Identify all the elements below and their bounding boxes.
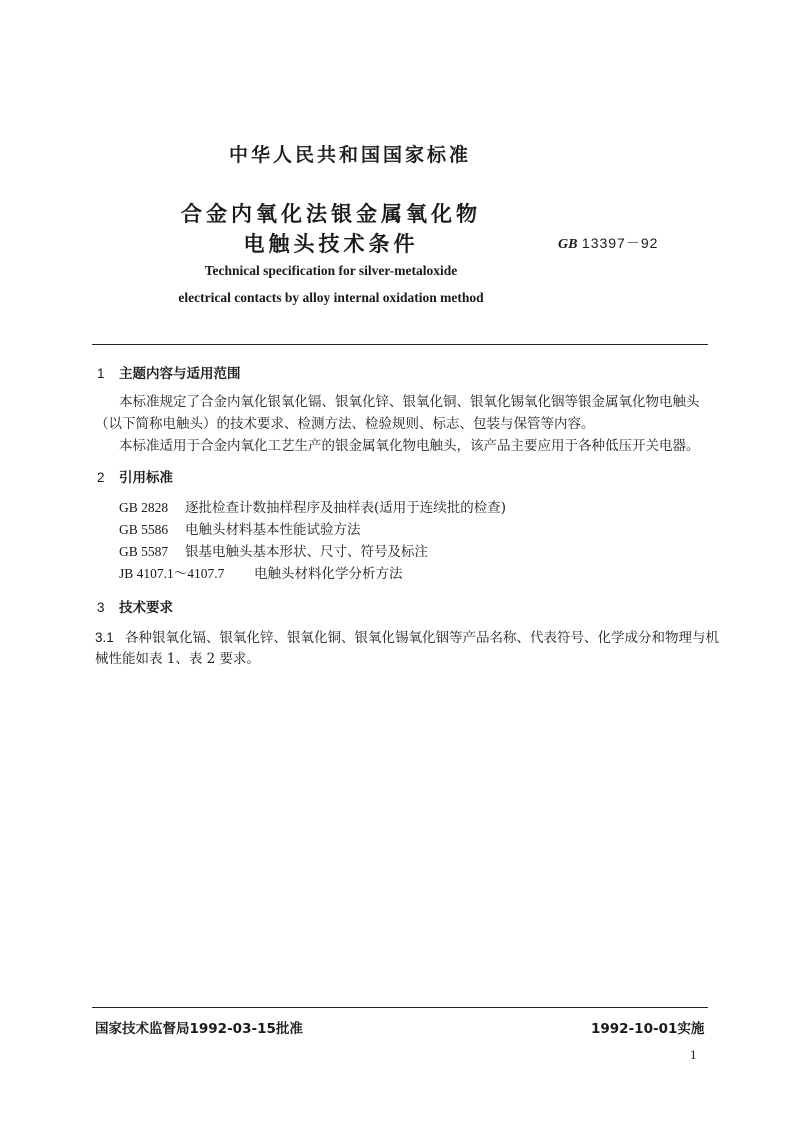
section-number: 2 <box>97 470 105 485</box>
document-title-line-2: 电触头技术条件 <box>243 232 419 256</box>
reference-title: 银基电触头基本形状、尺寸、符号及标注 <box>185 544 428 560</box>
reference-title: 电触头材料化学分析方法 <box>254 566 403 582</box>
english-title-line-2: electrical contacts by alloy internal oxidation method <box>178 290 484 305</box>
reference-title: 电触头材料基本性能试验方法 <box>185 522 361 538</box>
section-title: 主题内容与适用范围 <box>119 366 241 382</box>
reference-title: 逐批检查计数抽样程序及抽样表(适用于连续批的检查) <box>185 500 507 516</box>
document-title-line-1: 合金内氧化法银金属氧化物 <box>181 202 481 226</box>
clause-3-1-line-2: 械性能如表 1、表 2 要求。 <box>95 651 261 667</box>
section-1-paragraph-1b: （以下简称电触头）的技术要求、检测方法、检验规则、标志、包装与保管等内容。 <box>95 416 595 432</box>
standard-code <box>558 233 658 253</box>
national-standard-title: 中华人民共和国国家标准 <box>228 144 471 166</box>
clause-number: 3.1 <box>95 630 114 645</box>
reference-code: GB 2828 <box>119 500 169 515</box>
implementation-date: 1992-10-01实施 <box>591 1021 705 1037</box>
section-3-heading <box>97 596 173 616</box>
section-1-paragraph-2: 本标准适用于合金内氧化工艺生产的银金属氧化物电触头，该产品主要应用于各种低压开关电器。 <box>119 438 700 454</box>
page-number: 1 <box>690 1047 697 1062</box>
reference-code: GB 5586 <box>119 522 169 537</box>
standard-code-number: 13397－92 <box>581 235 659 251</box>
footer-divider <box>92 1007 708 1008</box>
section-1-heading <box>97 362 241 382</box>
section-title: 技术要求 <box>119 600 173 616</box>
english-title-line-1: Technical specification for silver-metaloxide <box>204 263 458 278</box>
section-2-heading <box>97 466 173 486</box>
clause-text: 各种银氧化镉、银氧化锌、银氧化铜、银氧化锡氧化铟等产品名称、代表符号、化学成分和物理与机 <box>125 630 719 646</box>
reference-code: GB 5587 <box>119 544 169 559</box>
section-1-paragraph-1a: 本标准规定了合金内氧化银氧化镉、银氧化锌、银氧化铜、银氧化锡氧化铟等银金属氧化物电触头 <box>119 394 700 410</box>
section-number: 3 <box>97 600 105 615</box>
section-number: 1 <box>97 366 105 381</box>
section-title: 引用标准 <box>119 470 173 486</box>
standard-code-prefix: GB <box>558 237 578 252</box>
reference-code: JB 4107.1～4107.7 <box>119 566 225 581</box>
reference-item <box>119 560 403 588</box>
header-divider <box>92 344 708 345</box>
approval-info: 国家技术监督局1992-03-15批准 <box>95 1021 303 1037</box>
